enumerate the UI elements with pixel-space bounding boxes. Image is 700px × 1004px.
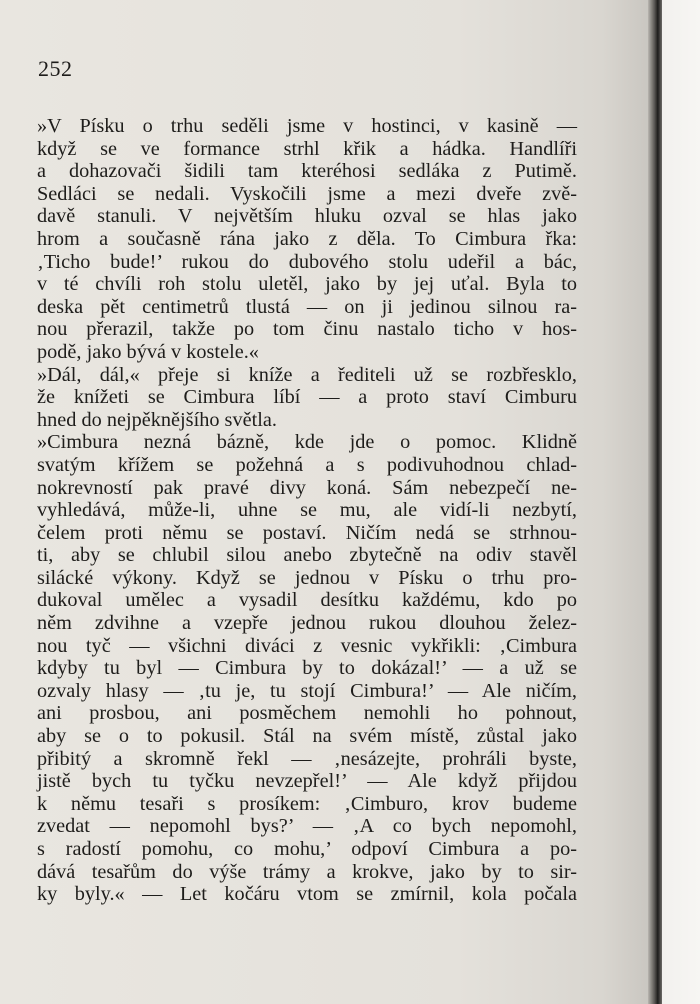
text-line: dukoval umělec a vysadil desítku každému, kdo po <box>37 589 577 612</box>
text-line: k němu tesaři s prosíkem: ‚Cimburo, krov budeme <box>37 792 577 815</box>
text-line: »Dál, dál,« přeje si kníže a řediteli už se rozbřesklo, <box>37 363 577 386</box>
text-line: s radostí pomohu, co mohu,’ odpoví Cimbura a po- <box>37 838 577 860</box>
text-line: když se ve formance strhl křik a hádka. Handlíři <box>37 137 577 160</box>
text-line: že knížeti se Cimbura líbí — a proto staví Cimburu <box>37 386 577 409</box>
text-line: v té chvíli roh stolu uletěl, jako by jej uťal. Byla to <box>37 273 577 296</box>
text-line: něm zdvihne a vzepře jednou rukou dlouhou želez- <box>37 612 577 635</box>
text-line: davě stanuli. V největším hluku ozval se hlas jako <box>37 205 577 228</box>
text-line: čelem proti němu se postaví. Ničím nedá se strhnou- <box>37 521 577 544</box>
facing-page-edge <box>662 0 700 1004</box>
text-line: nou tyč — všichni diváci z vesnic vykřikli: ‚Cimbura <box>37 634 577 657</box>
text-line: a dohazovači šidili tam kteréhosi sedláka z Putimě. <box>37 160 577 183</box>
text-line: zvedat — nepomohl bys?’ — ‚A co bych nepomohl, <box>37 815 577 838</box>
text-line: ky byly.« — Let kočáru vtom se zmírnil, kola počala <box>37 883 577 906</box>
text-line: deska pět centimetrů tlustá — on ji jedinou silnou ra- <box>37 295 577 318</box>
text-line: kdyby tu byl — Cimbura by to dokázal!’ — a už se <box>37 657 577 680</box>
text-line: nokrevností pak pravé divy koná. Sám nebezpečí ne- <box>37 476 577 499</box>
text-line: silácké výkony. Když se jednou v Písku o trhu pro- <box>37 566 577 589</box>
text-line: dává tesařům do výše trámy a krokve, jako by to sir- <box>37 860 577 883</box>
text-line: aby se o to pokusil. Stál na svém místě, zůstal jako <box>37 725 577 748</box>
text-line: hrom a současně rána jako z děla. To Cimbura řka: <box>37 227 577 250</box>
text-line: ani prosbou, ani posměchem nemohli ho pohnout, <box>37 702 577 725</box>
text-line: jistě bych tu tyčku nevzepřel!’ — Ale když přijdou <box>37 770 577 793</box>
text-line: »V Písku o trhu seděli jsme v hostinci, v kasině — <box>37 115 577 137</box>
text-line: ti, aby se chlubil silou anebo zbytečně na odiv stavěl <box>37 544 577 567</box>
text-line: »Cimbura nezná bázně, kde jde o pomoc. Klidně <box>37 431 577 454</box>
book-spine-shadow <box>648 0 662 1004</box>
text-line: vyhledává, může-li, uhne se mu, ale vidí-li nezbytí, <box>37 499 577 522</box>
text-line: podě, jako bývá v kostele.« <box>37 340 259 363</box>
page-number: 252 <box>38 56 73 81</box>
text-line: ozvaly hlasy — ‚tu je, tu stojí Cimbura!’ — Ale ničím, <box>37 679 577 702</box>
text-line: hned do nejpěknějšího světla. <box>37 408 277 431</box>
text-line: Sedláci se nedali. Vyskočili jsme a mezi dveře zvě- <box>37 182 577 205</box>
text-line: svatým křížem se požehná a s podivuhodnou chlad- <box>37 453 577 476</box>
text-line: nou přerazil, takže po tom činu nastalo ticho v hos- <box>37 318 577 341</box>
text-line: přibitý a skromně řekl — ‚nesázejte, prohráli byste, <box>37 747 577 770</box>
text-line: ‚Ticho bude!’ rukou do dubového stolu udeřil a bác, <box>37 250 577 273</box>
body-text <box>37 115 577 906</box>
